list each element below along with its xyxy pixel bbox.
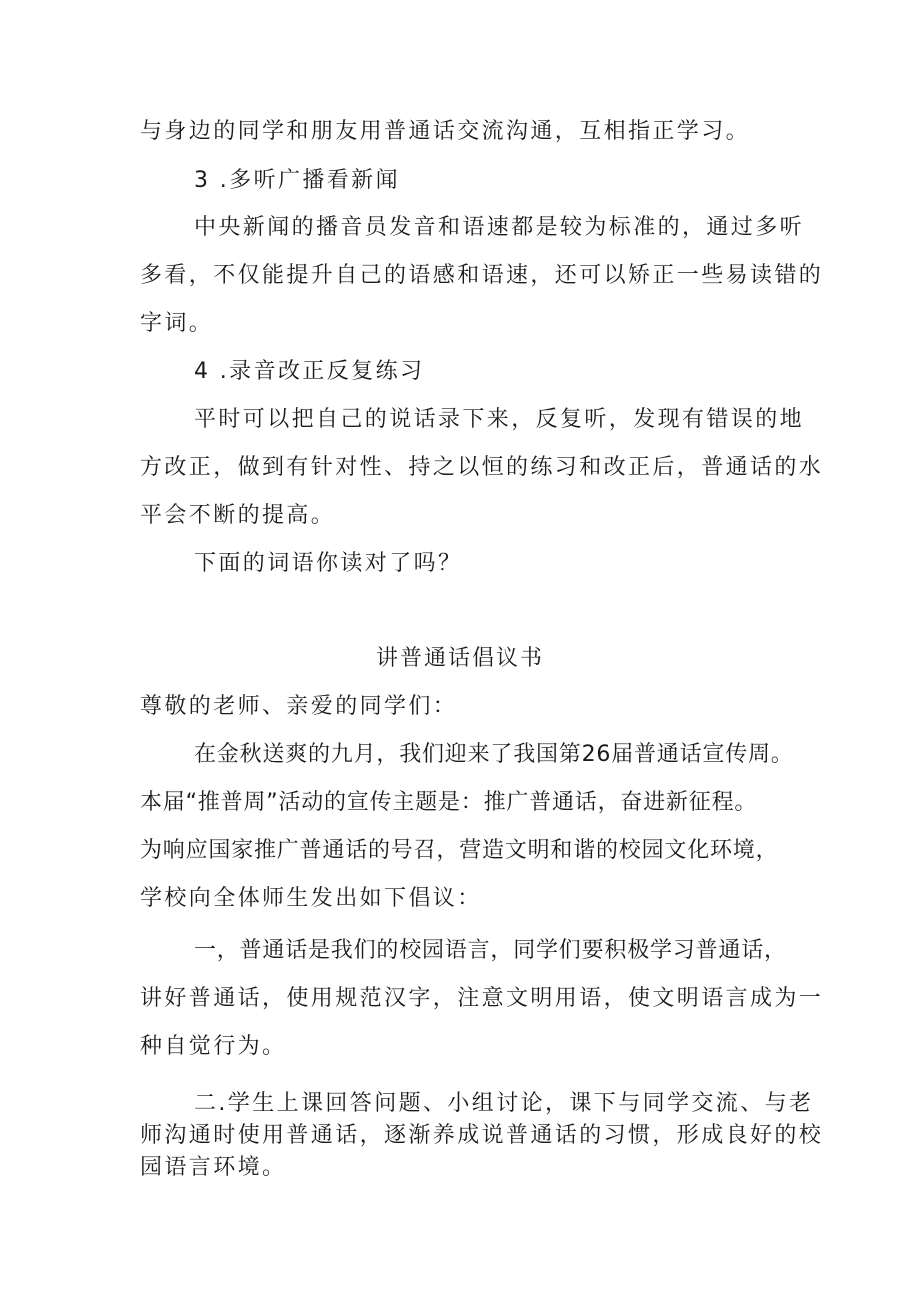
paragraph-line: 字词。 — [140, 311, 214, 336]
document-title: 讲普通话倡议书 — [375, 646, 544, 671]
paragraph-line: 学校向全体师生发出如下倡议： — [140, 886, 482, 911]
question-line: 下面的词语你读对了吗？ — [194, 551, 463, 576]
paragraph-line: 平会不断的提高。 — [140, 503, 336, 528]
paragraph-line: 园语言环境。 — [140, 1155, 287, 1180]
paragraph-line: 与身边的同学和朋友用普通话交流沟通，互相指正学习。 — [140, 119, 751, 144]
section-heading-3: 3 .多听广播看新闻 — [194, 168, 400, 193]
paragraph-line: 平时可以把自己的说话录下来，反复听，发现有错误的地 — [194, 407, 805, 432]
paragraph-line: 中央新闻的播音员发音和语速都是较为标准的，通过多听 — [194, 215, 805, 240]
salutation: 尊敬的老师、亲爱的同学们： — [140, 694, 458, 719]
paragraph-line: 二.学生上课回答问题、小组讨论，课下与同学交流、与老 — [194, 1091, 814, 1116]
paragraph-line: 为响应国家推广普通话的号召，营造文明和谐的校园文化环境， — [140, 838, 779, 863]
paragraph-line: 方改正，做到有针对性、持之以恒的练习和改正后，普通话的水 — [140, 455, 824, 480]
section-heading-4: 4 .录音改正反复练习 — [194, 359, 425, 384]
paragraph-line: 师沟通时使用普通话，逐渐养成说普通话的习惯，形成良好的校 — [140, 1123, 824, 1148]
paragraph-line: 一，普通话是我们的校园语言，同学们要积极学习普通话， — [194, 938, 787, 963]
paragraph-line: 种自觉行为。 — [140, 1034, 287, 1059]
paragraph-line: 在金秋送爽的九月，我们迎来了我国第26届普通话宣传周。 — [194, 742, 794, 767]
paragraph-line: 多看，不仅能提升自己的语感和语速，还可以矫正一些易读错的 — [140, 263, 824, 288]
paragraph-line: 讲好普通话，使用规范汉字，注意文明用语，使文明语言成为一 — [140, 986, 824, 1011]
paragraph-line: 本届“推普周”活动的宣传主题是：推广普通话，奋进新征程。 — [140, 790, 758, 815]
